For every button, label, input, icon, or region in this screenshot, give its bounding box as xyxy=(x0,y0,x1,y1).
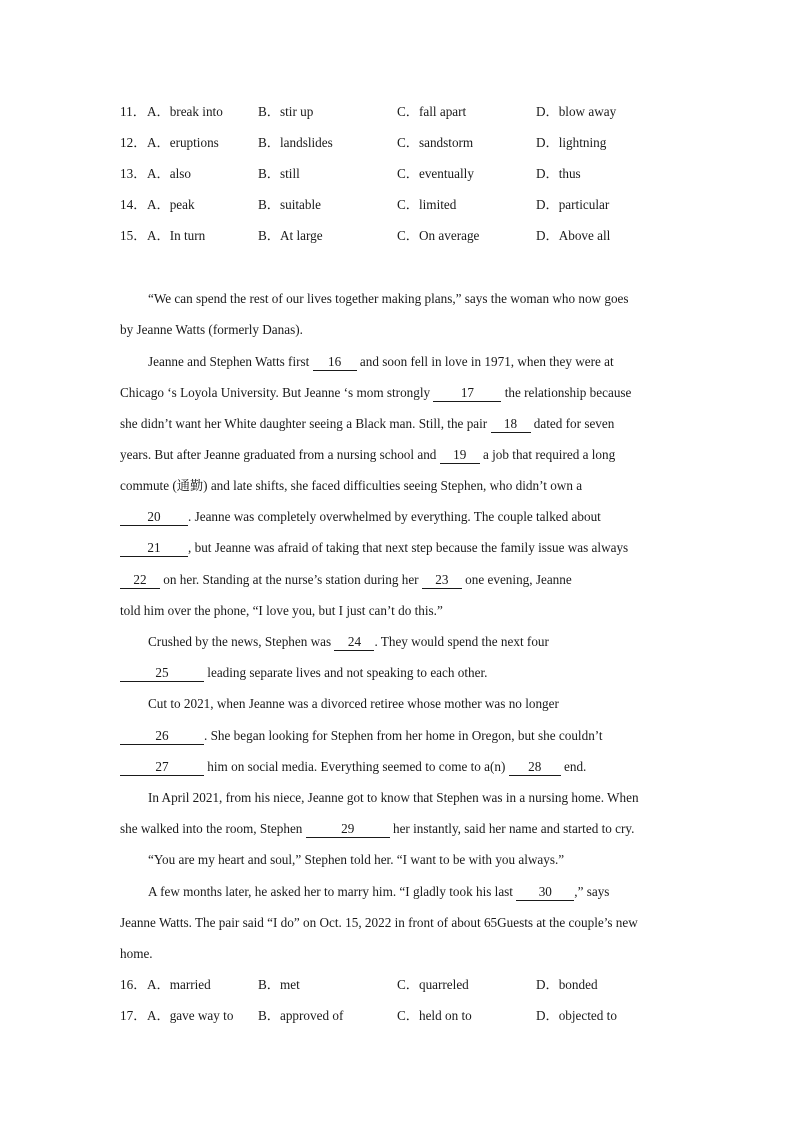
blank-26: 26 xyxy=(120,727,204,745)
blank-22: 22 xyxy=(120,571,160,589)
passage-text: she walked into the room, Stephen xyxy=(120,821,306,836)
passage-line xyxy=(120,757,680,777)
option-a: A．eruptions xyxy=(147,135,219,150)
blank-27: 27 xyxy=(120,758,204,776)
option-c: C．held on to xyxy=(397,1008,472,1023)
passage-text: . They would spend the next four xyxy=(374,634,549,649)
blank-23: 23 xyxy=(422,571,462,589)
passage-text: him on social media. Everything seemed to come to a(n) xyxy=(204,759,509,774)
option-c: C．eventually xyxy=(397,166,474,181)
option-b: B．suitable xyxy=(258,197,322,212)
option-b: B．landslides xyxy=(258,135,333,150)
passage-text: her instantly, said her name and started to cry. xyxy=(389,821,635,836)
option-b: B．At large xyxy=(258,228,323,243)
passage-text: she didn’t want her White daughter seeing a Black man. Still, the pair xyxy=(120,416,491,431)
passage-text: a job that required a long xyxy=(479,447,616,462)
blank-28: 28 xyxy=(509,758,561,776)
option-c: C．quarreled xyxy=(397,977,469,992)
blank-29: 29 xyxy=(306,820,390,838)
passage-text: years. But after Jeanne graduated from a nursing school and xyxy=(120,447,440,462)
passage-text: one evening, Jeanne xyxy=(461,572,572,587)
blank-30: 30 xyxy=(516,883,574,901)
passage-line xyxy=(120,538,680,558)
blank-25: 25 xyxy=(120,664,204,682)
passage-line: Cut to 2021, when Jeanne was a divorced retiree whose mother was no longer xyxy=(148,696,559,711)
passage-text: on her. Standing at the nurse’s station during her xyxy=(160,572,422,587)
passage-line xyxy=(148,632,680,652)
blank-18: 18 xyxy=(491,415,531,433)
option-a: A．peak xyxy=(147,197,195,212)
question-number: 16． xyxy=(120,977,147,992)
blank-20: 20 xyxy=(120,508,188,526)
passage-line: home. xyxy=(120,946,153,961)
passage-line xyxy=(120,819,680,839)
option-b: B．approved of xyxy=(258,1008,344,1023)
passage-text: , but Jeanne was afraid of taking that next step because the family issue was always xyxy=(188,540,629,555)
passage-text: Crushed by the news, Stephen was xyxy=(148,634,335,649)
passage-line xyxy=(120,383,680,403)
passage-text: leading separate lives and not speaking to each other. xyxy=(204,665,488,680)
blank-24: 24 xyxy=(334,633,374,651)
option-b: B．met xyxy=(258,977,300,992)
passage-text: dated for seven xyxy=(530,416,615,431)
passage-line: “You are my heart and soul,” Stephen told her. “I want to be with you always.” xyxy=(148,852,565,867)
option-a: A．gave way to xyxy=(147,1008,234,1023)
passage-line xyxy=(120,663,680,683)
passage-text: Chicago ‘s Loyola University. But Jeanne ‘s mom strongly xyxy=(120,385,434,400)
question-number: 13． xyxy=(120,166,147,181)
passage-text: and soon fell in love in 1971, when they were at xyxy=(356,354,614,369)
passage-line: Jeanne Watts. The pair said “I do” on Oct. 15, 2022 in front of about 65Guests at the couple’s new xyxy=(120,915,638,930)
question-number: 12． xyxy=(120,135,147,150)
blank-19: 19 xyxy=(440,446,480,464)
option-d: D．lightning xyxy=(536,135,607,150)
passage-text: . Jeanne was completely overwhelmed by everything. The couple talked about xyxy=(188,509,601,524)
passage-line xyxy=(120,445,680,465)
passage-line: commute (通勤) and late shifts, she faced difficulties seeing Stephen, who didn’t own a xyxy=(120,478,583,493)
option-d: D．Above all xyxy=(536,228,611,243)
option-b: B．stir up xyxy=(258,104,314,119)
option-a: A．In turn xyxy=(147,228,206,243)
option-c: C．sandstorm xyxy=(397,135,474,150)
option-c: C．fall apart xyxy=(397,104,467,119)
question-number: 14． xyxy=(120,197,147,212)
option-a: A．also xyxy=(147,166,191,181)
passage-line: by Jeanne Watts (formerly Danas). xyxy=(120,322,303,337)
option-a: A．married xyxy=(147,977,211,992)
option-d: D．thus xyxy=(536,166,581,181)
passage-text: the relationship because xyxy=(501,385,632,400)
passage-line: In April 2021, from his niece, Jeanne got to know that Stephen was in a nursing home. When xyxy=(148,790,639,805)
passage-text: end. xyxy=(560,759,587,774)
option-b: B．still xyxy=(258,166,300,181)
passage-text: ,” says xyxy=(574,884,610,899)
option-c: C．On average xyxy=(397,228,480,243)
passage-line xyxy=(120,507,680,527)
passage-text: . She began looking for Stephen from her home in Oregon, but she couldn’t xyxy=(204,728,603,743)
passage-text: Jeanne and Stephen Watts first xyxy=(148,354,313,369)
option-d: D．objected to xyxy=(536,1008,617,1023)
blank-21: 21 xyxy=(120,539,188,557)
option-d: D．bonded xyxy=(536,977,598,992)
blank-16: 16 xyxy=(313,353,357,371)
passage-line xyxy=(120,570,680,590)
question-number: 17． xyxy=(120,1008,147,1023)
passage-text: A few months later, he asked her to marry him. “I gladly took his last xyxy=(148,884,517,899)
question-number: 11． xyxy=(120,104,146,119)
option-c: C．limited xyxy=(397,197,457,212)
passage-line xyxy=(148,882,680,902)
question-number: 15． xyxy=(120,228,147,243)
option-d: D．blow away xyxy=(536,104,617,119)
passage-line xyxy=(148,352,680,372)
passage-line xyxy=(120,414,680,434)
blank-17: 17 xyxy=(433,384,501,402)
passage-line xyxy=(120,726,680,746)
option-d: D．particular xyxy=(536,197,610,212)
passage-line: told him over the phone, “I love you, but I just can’t do this.” xyxy=(120,603,443,618)
option-a: A．break into xyxy=(147,104,223,119)
passage-line: “We can spend the rest of our lives together making plans,” says the woman who now goes xyxy=(148,291,629,306)
